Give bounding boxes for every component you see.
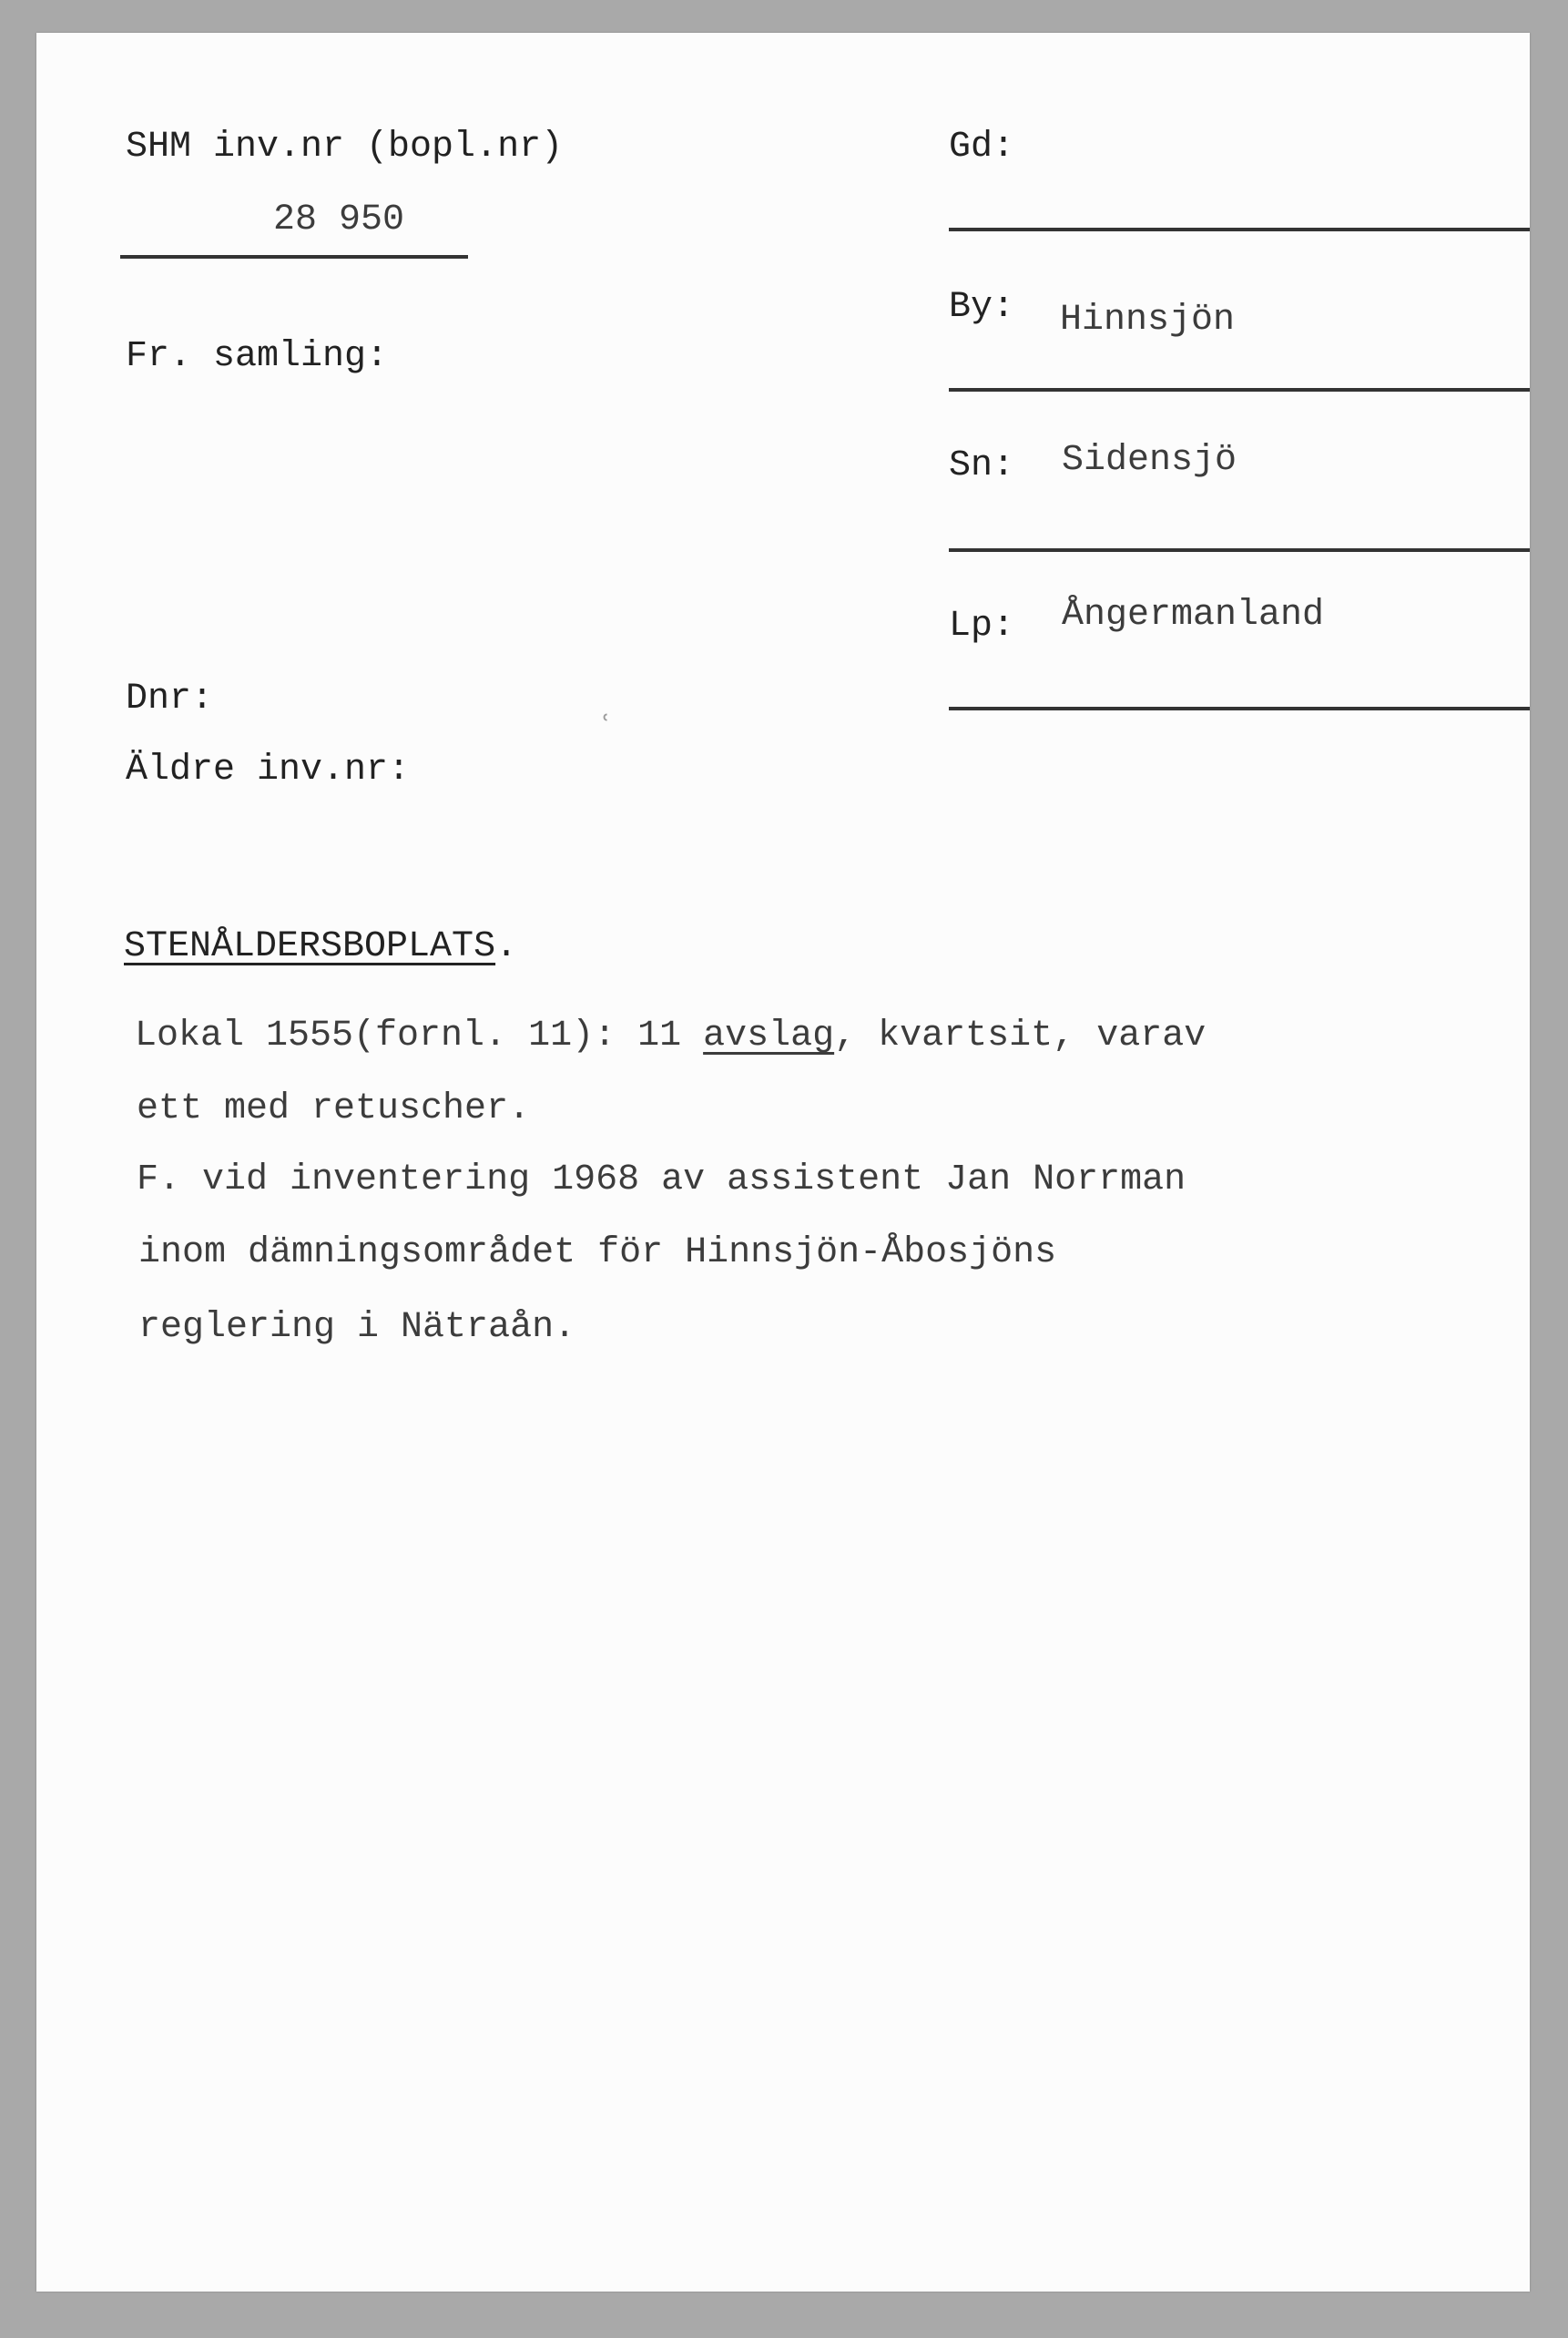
- body-line-4: inom dämningsområdet för Hinnsjön-Åbosjöns: [138, 1232, 1057, 1273]
- lp-value: Ångermanland: [1062, 595, 1325, 636]
- by-value: Hinnsjön: [1060, 300, 1236, 341]
- body-line-1-post: , kvartsit, varav: [834, 1016, 1207, 1057]
- section-heading: [124, 926, 518, 967]
- gd-label: Gd:: [949, 127, 1015, 168]
- dnr-label: Dnr:: [126, 679, 214, 720]
- sn-value: Sidensjö: [1062, 440, 1237, 481]
- by-rule: [949, 388, 1530, 392]
- fr-samling-label: Fr. samling:: [126, 336, 389, 377]
- sn-rule: [949, 548, 1530, 552]
- by-label: By:: [949, 287, 1015, 328]
- body-line-1-pre: Lokal 1555(fornl. 11): 11: [135, 1016, 704, 1057]
- index-card: [36, 33, 1530, 2292]
- smudge-mark: ʿ: [594, 710, 618, 756]
- heading-text: STENÅLDERSBOPLATS: [124, 926, 496, 967]
- avslag-word: avslag: [703, 1016, 835, 1057]
- body-line-3: F. vid inventering 1968 av assistent Jan Norrman: [137, 1159, 1186, 1200]
- heading-period: .: [495, 926, 518, 967]
- gd-rule: [949, 228, 1530, 231]
- inv-nr-label: SHM inv.nr (bopl.nr): [126, 127, 564, 168]
- sn-label: Sn:: [949, 445, 1015, 486]
- inv-nr-rule: [120, 255, 468, 259]
- lp-label: Lp:: [949, 606, 1015, 647]
- aldre-inv-nr-label: Äldre inv.nr:: [126, 750, 411, 791]
- body-line-5: reglering i Nätraån.: [138, 1307, 576, 1348]
- lp-rule: [949, 707, 1530, 710]
- body-line-2: ett med retuscher.: [137, 1088, 531, 1129]
- body-line-1: [135, 1018, 1206, 1055]
- inv-nr-value: 28 950: [273, 199, 405, 240]
